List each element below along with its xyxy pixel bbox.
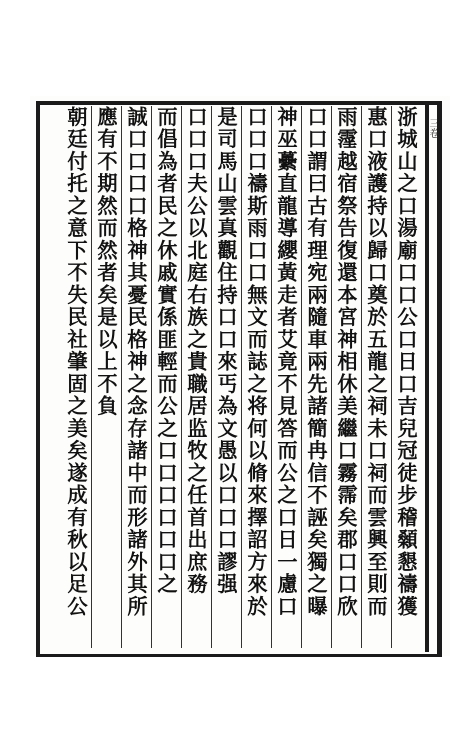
text-column-8: 口口口夫公以北庭右族之貴職居监牧之任首出庶務 <box>184 106 208 596</box>
text-column-4: 口口謂曰古有理宛兩隨車兩先諸簡冉信不誣矣獨之曝 <box>304 106 328 618</box>
text-column-1: 浙城山之口湯廟口口公口日口吉兒冠徒步稽顙懇禱獲 <box>394 106 418 618</box>
text-column-12: 朝廷付托之意下不失民社肇固之美矣遂成有秋以足公 <box>64 106 88 618</box>
text-column-11: 應有不期然而然者矣是以上不負 <box>94 106 118 418</box>
column-rule <box>151 106 152 648</box>
fishtail-bar <box>425 104 429 652</box>
fishtail-label: 三卷 <box>427 118 438 138</box>
column-rule <box>331 106 332 648</box>
column-rule <box>391 106 392 648</box>
column-rule <box>211 106 212 648</box>
column-rule <box>91 106 92 648</box>
text-column-9: 而倡為者民之休戚實係匪輕而公之口口口口口口之 <box>154 106 178 596</box>
text-column-10: 誠口口口口格神其憂民格神之念存諸中而形諸外其所 <box>124 106 148 618</box>
column-rule <box>181 106 182 648</box>
text-column-3: 雨霪越宿祭告復還本宮神相休美繼口霧霈矣郡口口欣 <box>334 106 358 618</box>
column-rule <box>241 106 242 648</box>
text-column-5: 神巫虆直龍導纓黃走者艾竟不見答而公之口日一慮口 <box>274 106 298 618</box>
column-rule <box>301 106 302 648</box>
text-column-2: 惠口液護持以歸口奠於五龍之祠未口祠而雲興至則而 <box>364 106 388 618</box>
column-rule <box>361 106 362 648</box>
text-column-6: 口口口禱斯雨口口無文而誌之将何以脩來擇詔方來於 <box>244 106 268 618</box>
column-rule <box>121 106 122 648</box>
text-column-7: 是司馬山雲真觀住持口口來丐為文愚以口口口謬强 <box>214 106 238 596</box>
column-rule <box>271 106 272 648</box>
